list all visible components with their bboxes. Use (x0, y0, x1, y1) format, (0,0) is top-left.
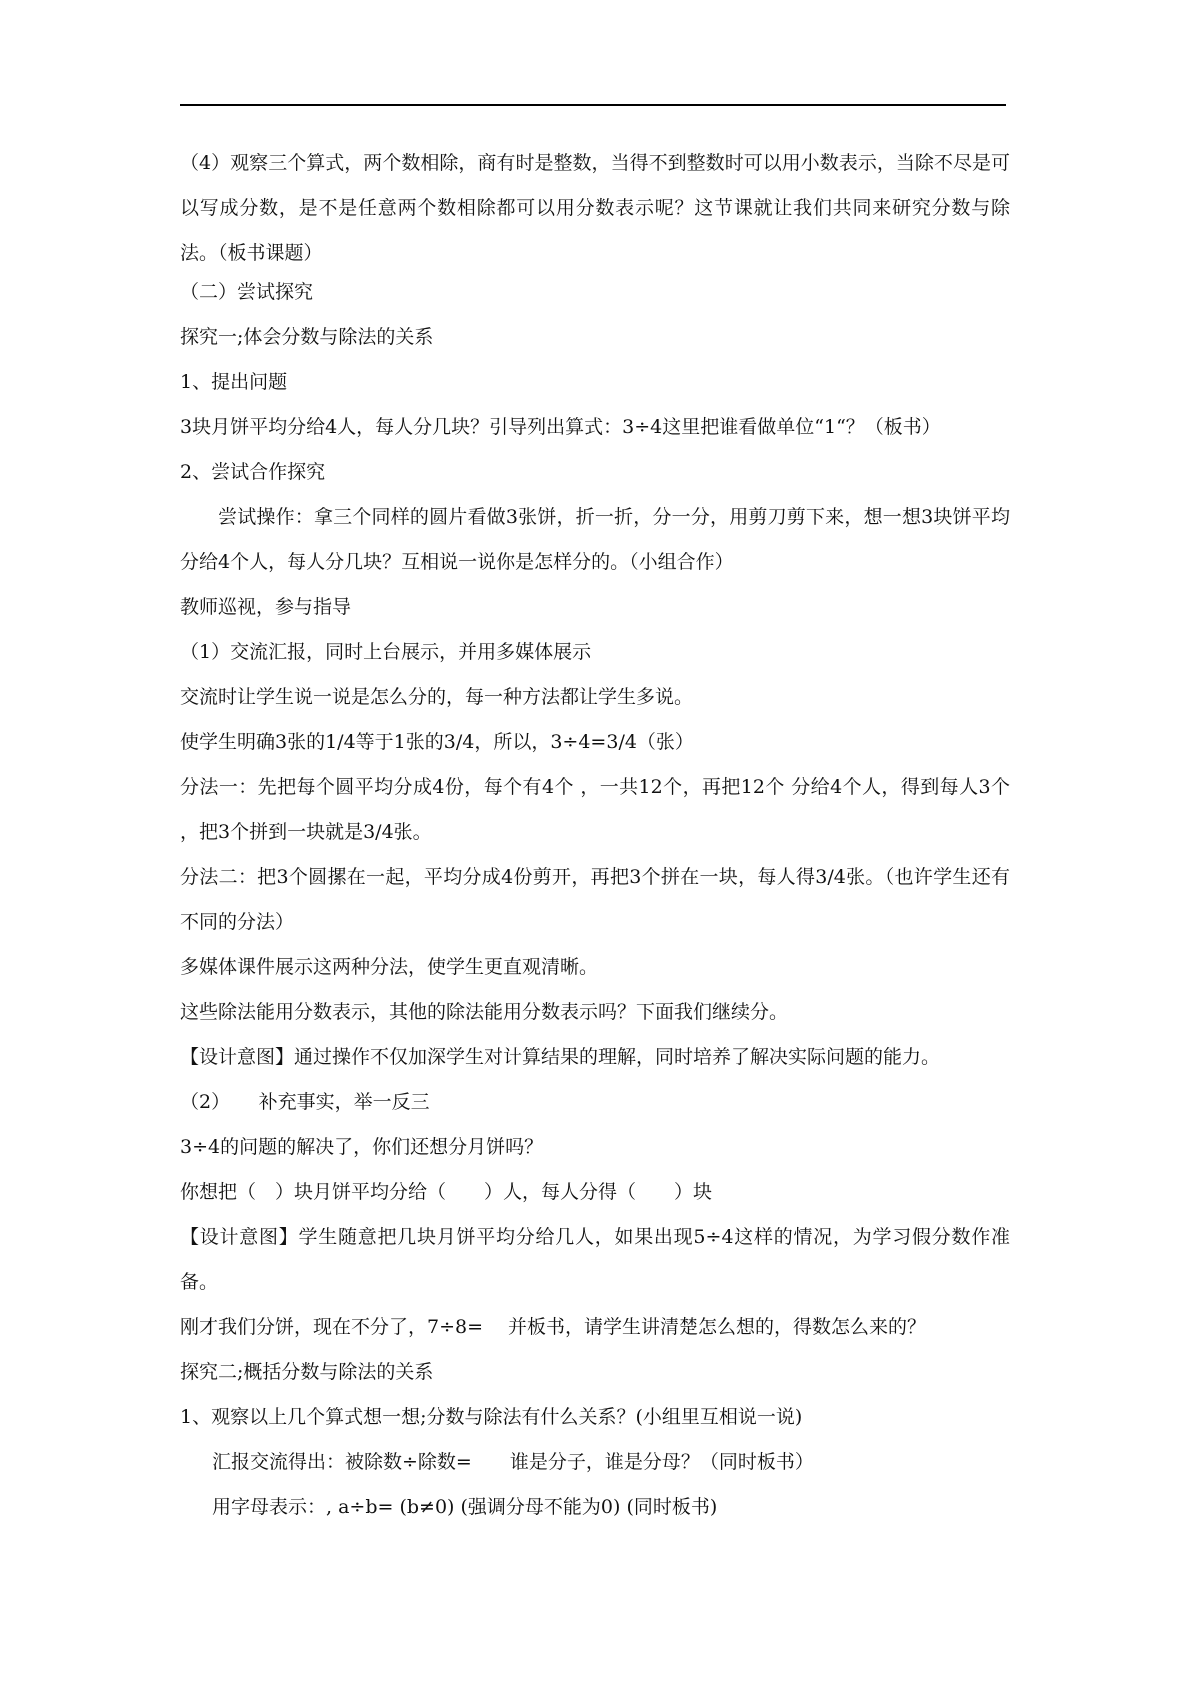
step-cooperative-explore: 2、尝试合作探究 (180, 461, 326, 483)
explore-two-heading: 探究二;概括分数与除法的关系 (180, 1361, 434, 1383)
seven-divide-eight: 刚才我们分饼，现在不分了，7÷8= 并板书，请学生讲清楚怎么想的，得数怎么来的？ (180, 1316, 927, 1338)
explore-one-heading: 探究一;体会分数与除法的关系 (180, 326, 434, 348)
paragraph-intro-text: （4）观察三个算式，两个数相除，商有时是整数，当得不到整数时可以用小数表示，当除不尽是可以写成分数，是不是任意两个数相除都可以用分数表示呢？这节课就让我们共同来研究分数与除法。（板书课题） (180, 152, 1010, 264)
followup-question: 3÷4的问题的解决了，你们还想分月饼吗？ (180, 1136, 544, 1158)
multimedia-demo: 多媒体课件展示这两种分法，使学生更直观清晰。 (180, 956, 599, 978)
paragraph-intro (180, 141, 1010, 276)
teacher-guidance: 教师巡视，参与指导 (180, 596, 352, 618)
clarify-result: 使学生明确3张的1/4等于1张的3/4，所以，3÷4=3/4（张） (180, 731, 694, 753)
step-raise-question: 1、提出问题 (180, 371, 288, 393)
supplement-facts: （2） 补充事实，举一反三 (180, 1091, 430, 1113)
design-intent-1: 【设计意图】通过操作不仅加深学生对计算结果的理解，同时培养了解决实际问题的能力。 (180, 1046, 941, 1068)
continue-dividing: 这些除法能用分数表示，其他的除法能用分数表示吗？下面我们继续分。 (180, 1001, 789, 1023)
trial-operation: 尝试操作：拿三个同样的圆片看做3张饼，折一折，分一分，用剪刀剪下来，想一想3块饼平均分给4个人，每人分几块？互相说一说你是怎样分的。（小组合作） (180, 506, 1010, 573)
observe-formulas: 1、观察以上几个算式想一想;分数与除法有什么关系？(小组里互相说一说) (180, 1406, 803, 1428)
report-exchange: （1）交流汇报，同时上台展示，并用多媒体展示 (180, 641, 592, 663)
mooncake-question: 3块月饼平均分给4人，每人分几块？引导列出算式：3÷4这里把谁看做单位“1“？（板书） (180, 416, 941, 438)
method-one: 分法一：先把每个圆平均分成4份，每个有4个 ，一共12个，再把12个 分给4个人，得到每人3个 ，把3个拼到一块就是3/4张。 (180, 776, 1010, 843)
header-rule (180, 104, 1006, 106)
exchange-note: 交流时让学生说一说是怎么分的，每一种方法都让学生多说。 (180, 686, 694, 708)
design-intent-2: 【设计意图】学生随意把几块月饼平均分给几人，如果出现5÷4这样的情况，为学习假分数作准备。 (180, 1226, 1010, 1293)
letter-representation: 用字母表示：, a÷b= (b≠0) (强调分母不能为0) (同时板书) (212, 1496, 718, 1518)
fill-in-blank: 你想把（ ）块月饼平均分给（ ）人，每人分得（ ）块 (180, 1181, 713, 1203)
document-body (180, 150, 1010, 1539)
section-heading-trial-explore: （二）尝试探究 (180, 281, 314, 303)
report-conclusion: 汇报交流得出：被除数÷除数= 谁是分子，谁是分母？（同时板书） (212, 1451, 814, 1473)
method-two: 分法二：把3个圆摞在一起，平均分成4份剪开，再把3个拼在一块，每人得3/4张。（也许学生还有不同的分法） (180, 866, 1010, 933)
